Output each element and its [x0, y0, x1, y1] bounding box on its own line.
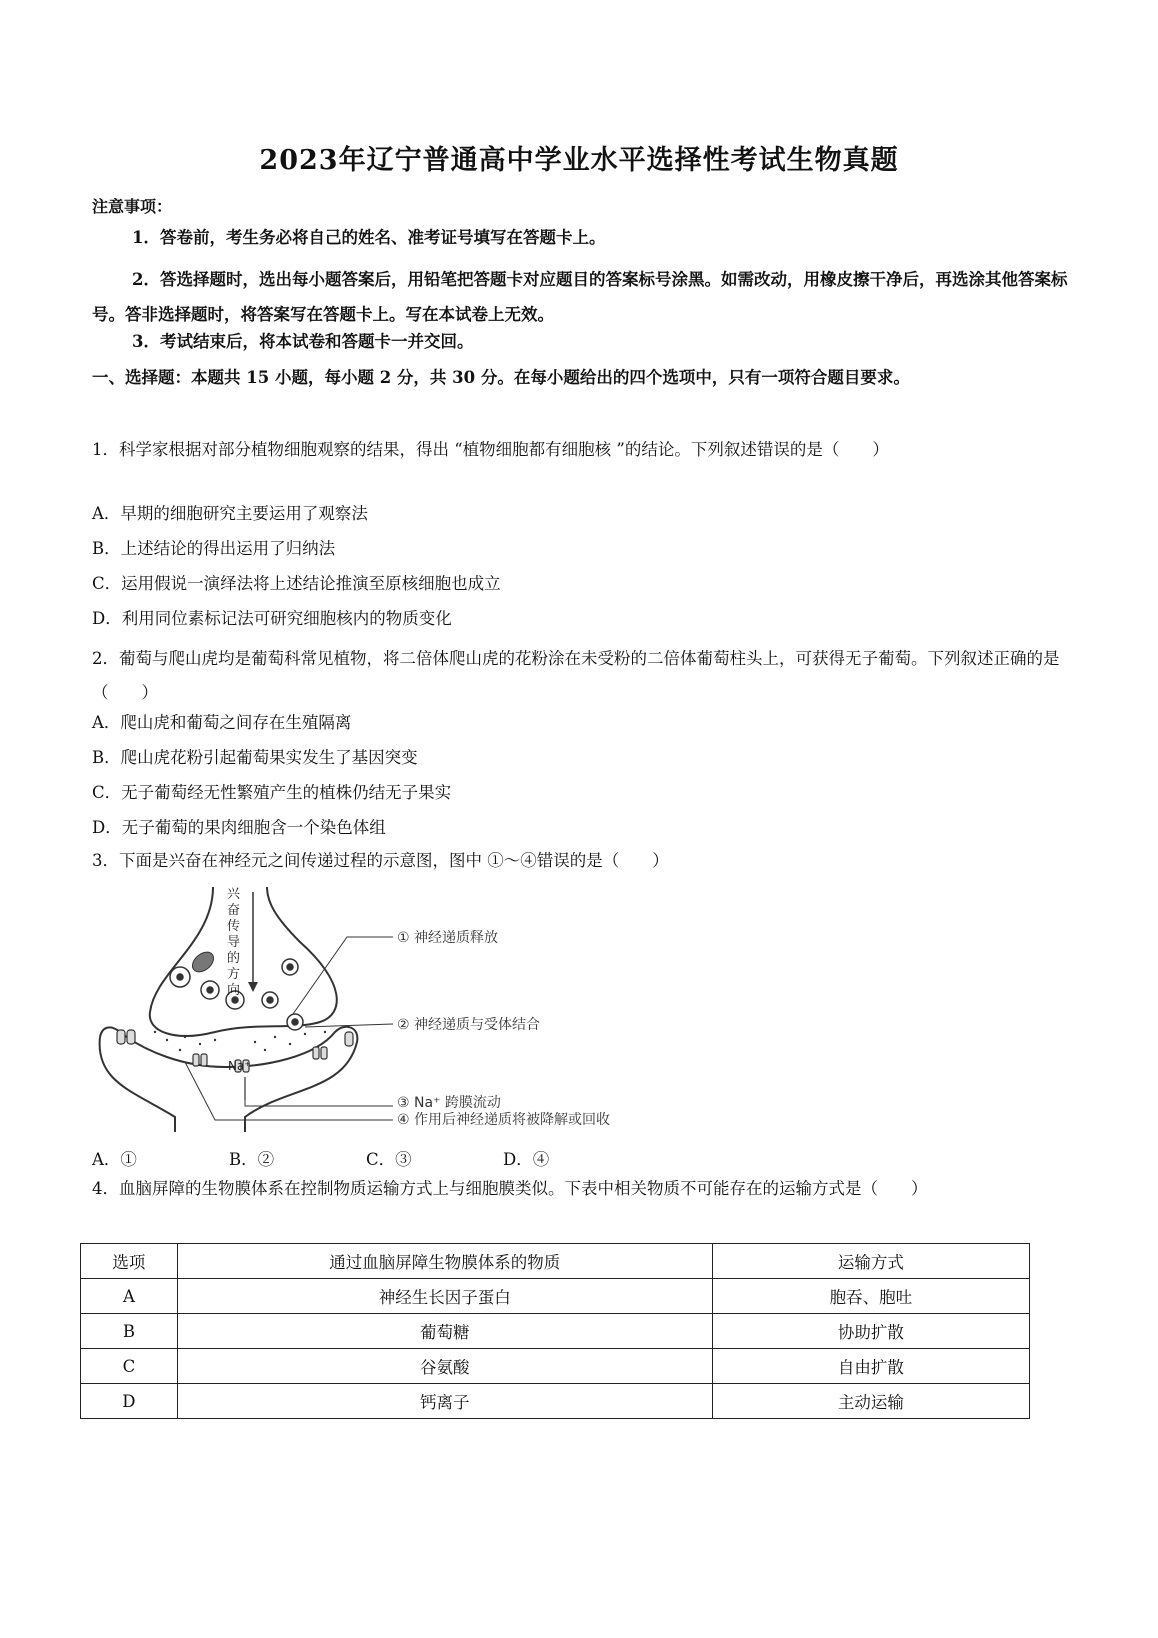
- question-1-option-d: D．利用同位素标记法可研究细胞核内的物质变化: [92, 609, 452, 628]
- question-2-option-b: B．爬山虎花粉引起葡萄果实发生了基因突变: [92, 748, 418, 767]
- table-row: [81, 1279, 1030, 1314]
- question-1-option-b: B．上述结论的得出运用了归纳法: [92, 539, 336, 558]
- mitochondrion: [189, 948, 218, 976]
- presynaptic-membrane: [150, 887, 337, 1036]
- question-2-option-a: A．爬山虎和葡萄之间存在生殖隔离: [92, 713, 352, 732]
- question-3-option-a: A．①: [92, 1150, 137, 1169]
- question-1-option-a: A．早期的细胞研究主要运用了观察法: [92, 504, 368, 523]
- direction-char: 奋: [227, 903, 241, 918]
- table-cell: 神经生长因子蛋白: [177, 1279, 712, 1314]
- direction-label: [227, 887, 241, 998]
- table-header: 通过血脑屏障生物膜体系的物质: [177, 1244, 712, 1279]
- table-cell: 胞吞、胞吐: [712, 1279, 1029, 1314]
- section-heading: 一、选择题：本题共 15 小题，每小题 2 分，共 30 分。在每小题给出的四个选项中，只有一项符合题目要求。: [92, 368, 910, 387]
- notice-item: 2．答选择题时，选出每小题答案后，用铅笔把答题卡对应题目的答案标号涂黑。如需改动，用橡皮擦干净后，再选涂其他答案标号。答非选择题时，将答案写在答题卡上。写在本试卷上无效。: [92, 270, 1068, 324]
- question-3-options: [92, 1146, 549, 1170]
- direction-char: 方: [227, 967, 241, 982]
- table-header: 运输方式: [712, 1244, 1029, 1279]
- question-2-stem: 2．葡萄与爬山虎均是葡萄科常见植物，将二倍体爬山虎的花粉涂在未受粉的二倍体葡萄柱头上，可获得无子葡萄。下列叙述正确的是（ ）: [92, 649, 1060, 702]
- postsynaptic-membrane: [100, 1027, 358, 1132]
- direction-char: 的: [227, 951, 241, 966]
- direction-char: 传: [227, 919, 241, 934]
- table-cell: D: [81, 1384, 178, 1419]
- label-4: ④ 作用后神经递质将被降解或回收: [397, 1112, 611, 1128]
- table-row: [81, 1314, 1030, 1349]
- transport-table: [80, 1243, 1030, 1419]
- direction-char: 导: [227, 935, 241, 950]
- direction-char: 向: [227, 983, 241, 998]
- sodium-ion-label: Na⁺: [228, 1059, 251, 1073]
- table-cell: 谷氨酸: [177, 1349, 712, 1384]
- question-3-option-d: D．④: [503, 1150, 550, 1169]
- question-3-option-c: C．③: [366, 1150, 412, 1169]
- label-1: ① 神经递质释放: [397, 930, 499, 946]
- question-2-option-c: C．无子葡萄经无性繁殖产生的植株仍结无子果实: [92, 783, 452, 802]
- notice-item: 1．答卷前，考生务必将自己的姓名、准考证号填写在答题卡上。: [132, 228, 606, 247]
- page-title: 2023年辽宁普通高中学业水平选择性考试生物真题: [259, 145, 899, 176]
- question-3-option-b: B．②: [229, 1150, 275, 1169]
- label-2: ② 神经递质与受体结合: [397, 1017, 541, 1033]
- table-cell: 自由扩散: [712, 1349, 1029, 1384]
- question-1-stem: 1．科学家根据对部分植物细胞观察的结果，得出 “植物细胞都有细胞核 ”的结论。下列叙述错误的是（ ）: [92, 440, 889, 459]
- question-2-option-d: D．无子葡萄的果肉细胞含一个染色体组: [92, 818, 386, 837]
- label-3: ③ Na⁺ 跨膜流动: [397, 1095, 501, 1111]
- table-cell: A: [81, 1279, 178, 1314]
- table-cell: 协助扩散: [712, 1314, 1029, 1349]
- table-row: [81, 1349, 1030, 1384]
- table-cell: 钙离子: [177, 1384, 712, 1419]
- question-3-stem: 3．下面是兴奋在神经元之间传递过程的示意图，图中 ①～④错误的是（ ）: [92, 851, 669, 870]
- table-header: 选项: [81, 1244, 178, 1279]
- direction-arrowhead: [248, 982, 258, 992]
- table-header-row: [81, 1244, 1030, 1279]
- table-cell: B: [81, 1314, 178, 1349]
- table-cell: 主动运输: [712, 1384, 1029, 1419]
- synapse-diagram: [95, 882, 665, 1132]
- table-cell: 葡萄糖: [177, 1314, 712, 1349]
- question-1-option-c: C．运用假说一演绎法将上述结论推演至原核细胞也成立: [92, 574, 501, 593]
- table-cell: C: [81, 1349, 178, 1384]
- direction-char: 兴: [227, 887, 241, 902]
- neurotransmitter-dots: [154, 1031, 326, 1051]
- notice-item: 3．考试结束后，将本试卷和答题卡一并交回。: [132, 332, 474, 351]
- notice-heading: 注意事项：: [92, 197, 173, 216]
- question-4-stem: 4．血脑屏障的生物膜体系在控制物质运输方式上与细胞膜类似。下表中相关物质不可能存在的运输方式是（ ）: [92, 1179, 928, 1198]
- table-row: [81, 1384, 1030, 1419]
